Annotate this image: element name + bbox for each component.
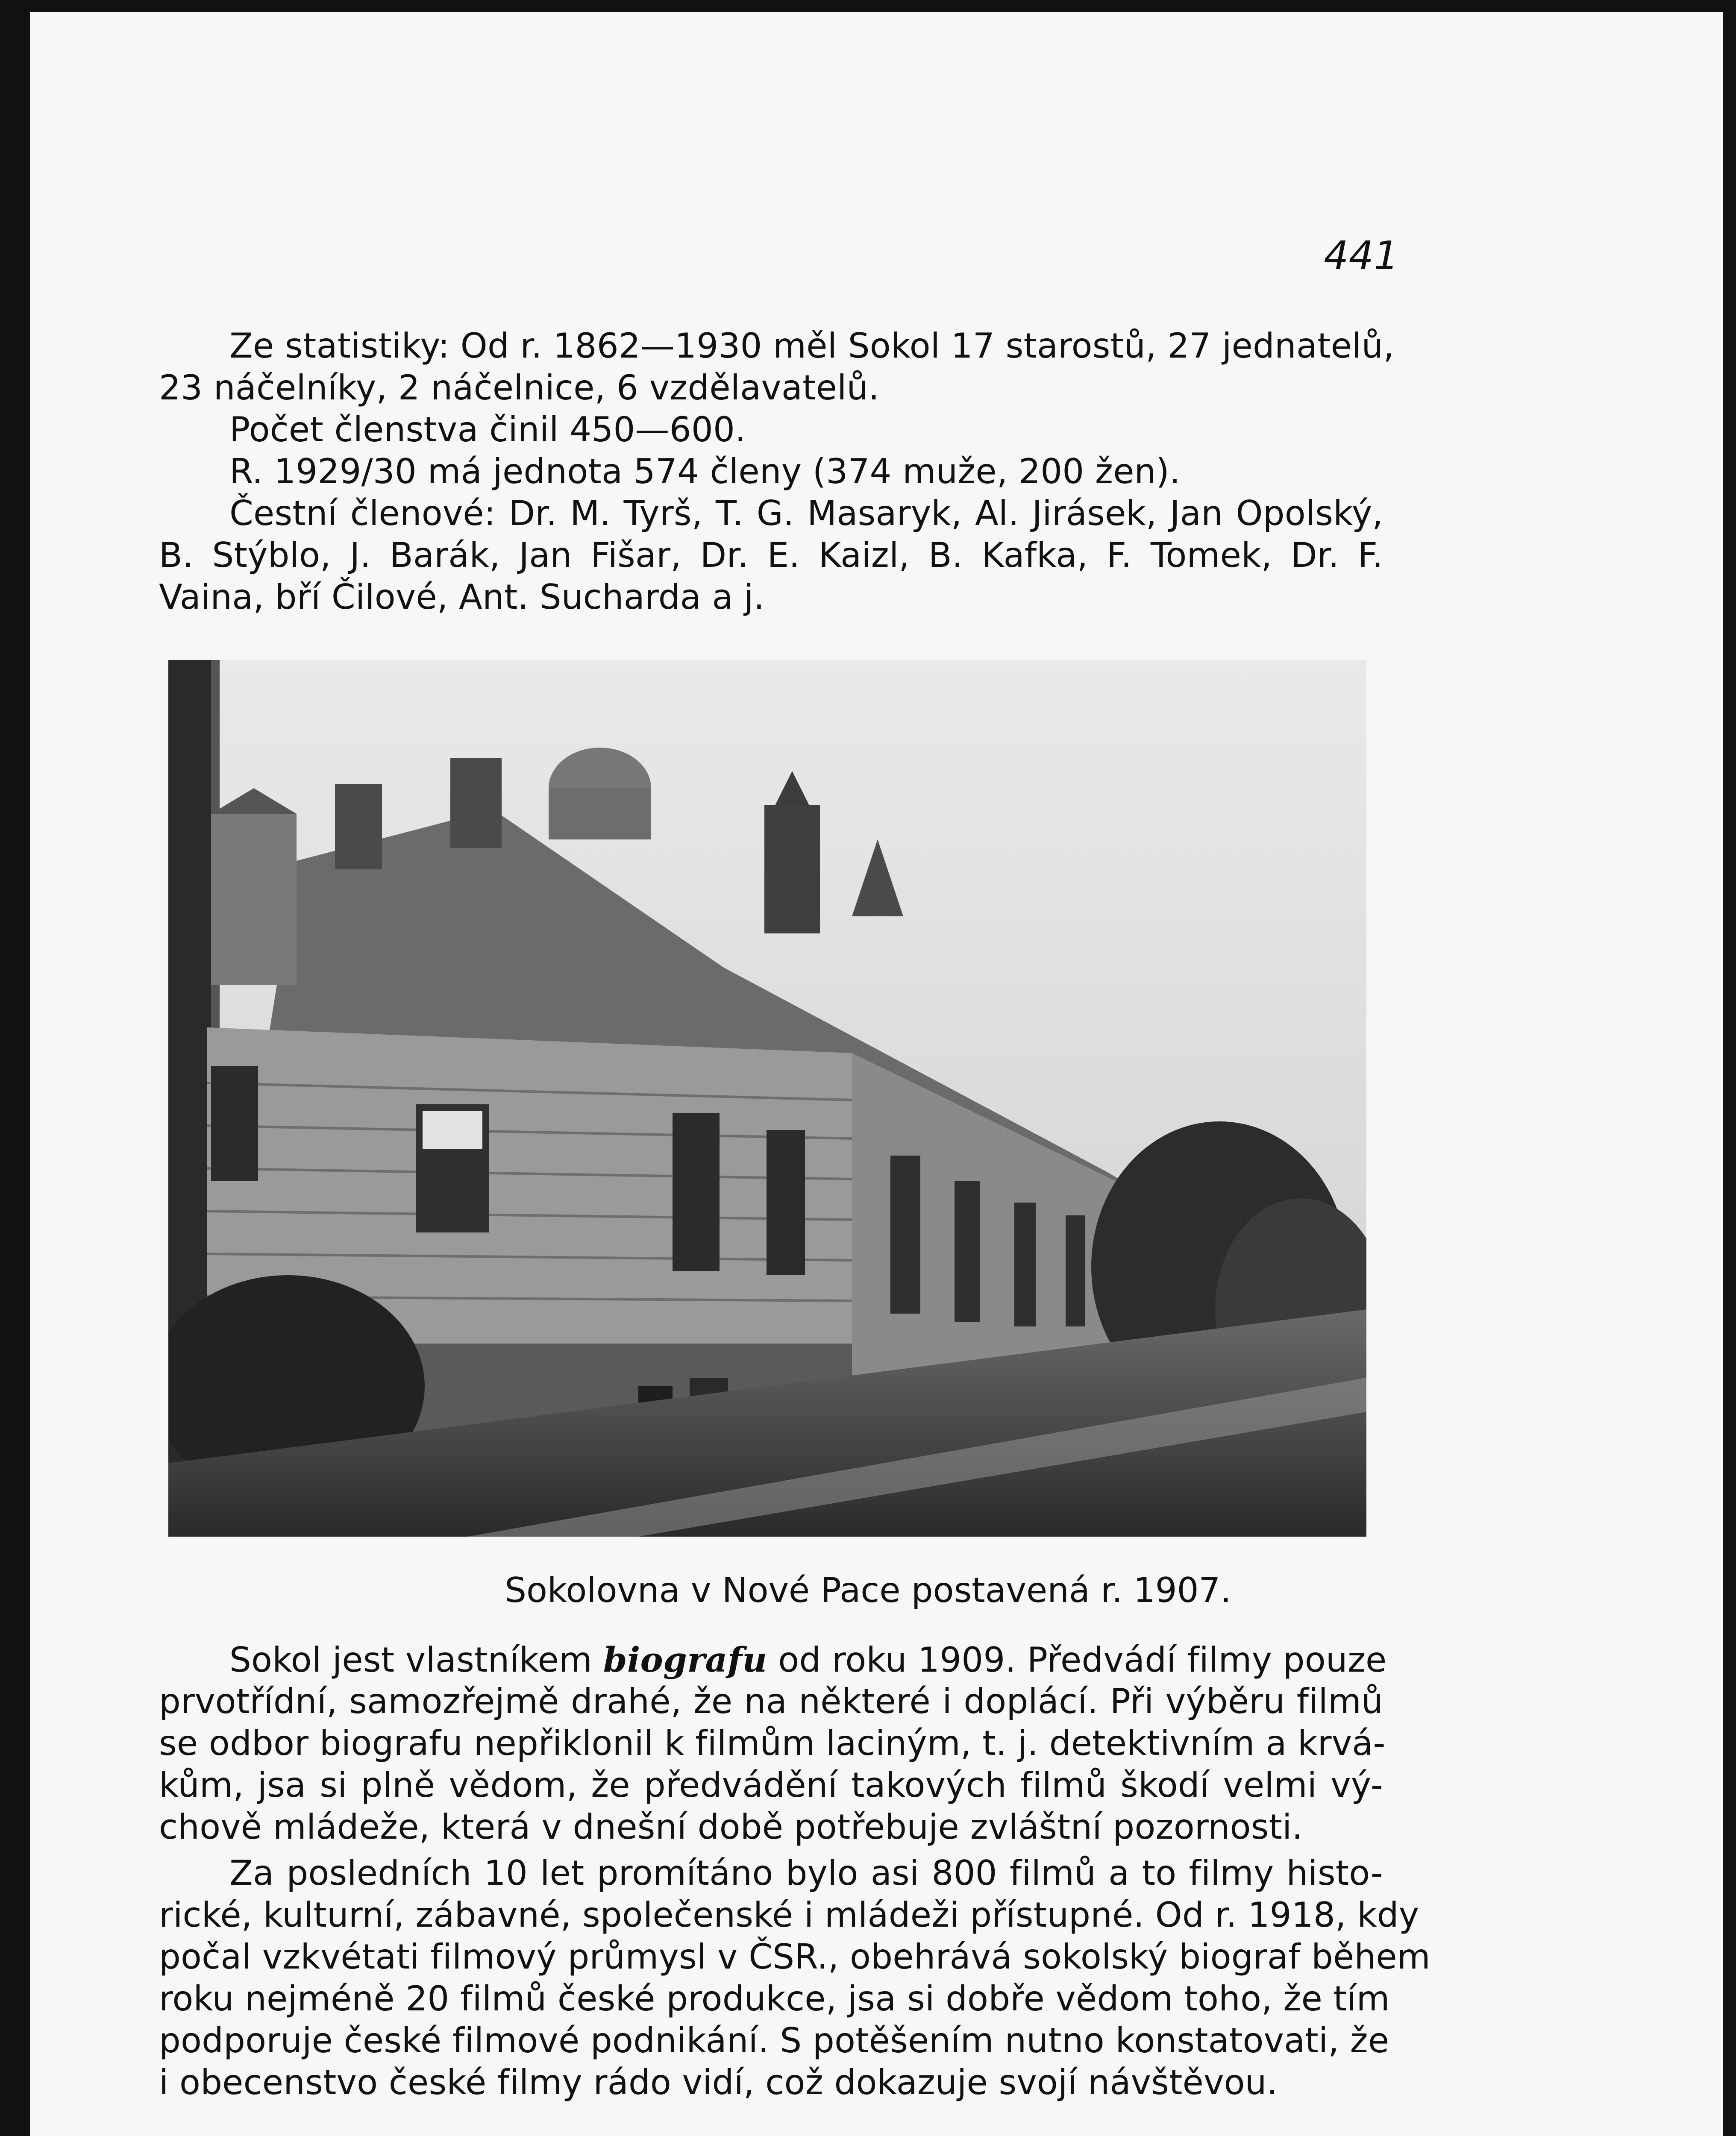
emphasized-word: biografu [603, 1640, 767, 1680]
text-line: chově mládeže, která v dnešní době potřebuje zvláštní pozornosti. [159, 1807, 1303, 1847]
photo-caption: Sokolovna v Nové Pace postavená r. 1907. [505, 1570, 1231, 1610]
sokolovna-building-image [168, 660, 1366, 1537]
text-line: 23 náčelníky, 2 náčelnice, 6 vzdělavatelů. [159, 368, 880, 408]
text-line: se odbor biografu nepřiklonil k filmům laciným, t. j. detektivním a krvá- [159, 1723, 1386, 1763]
text-line: kům, jsa si plně vědom, že předvádění takových filmů škodí velmi vý- [159, 1765, 1383, 1805]
text-segment: od roku 1909. Předvádí filmy pouze [778, 1640, 1387, 1680]
text-line: prvotřídní, samozřejmě drahé, že na některé i doplácí. Při výběru filmů [159, 1681, 1383, 1721]
text-line: roku nejméně 20 filmů české produkce, jsa si dobře vědom toho, že tím [159, 1979, 1390, 2019]
text-line: podporuje české filmové podnikání. S potěšením nutno konstatovati, že [159, 2021, 1389, 2060]
text-line: Ze statistiky: Od r. 1862—1930 měl Sokol 17 starostů, 27 jednatelů, [229, 326, 1395, 366]
text-line: počal vzkvétati filmový průmysl v ČSR., obehrává sokolský biograf během [159, 1937, 1431, 1977]
building-photo [168, 660, 1366, 1537]
text-line: Vaina, bří Čilové, Ant. Sucharda a j. [159, 577, 765, 617]
text-line: Počet členstva činil 450—600. [229, 410, 746, 449]
text-line: Čestní členové: Dr. M. Tyrš, T. G. Masaryk, Al. Jirásek, Jan Opolský, [229, 493, 1383, 533]
text-line: i obecenstvo české filmy rádo vidí, což dokazuje svojí návštěvou. [159, 2063, 1278, 2102]
text-line [229, 1640, 1387, 1680]
text-line: rické, kulturní, zábavné, společenské i mládeži přístupné. Od r. 1918, kdy [159, 1895, 1419, 1935]
text-line: B. Stýblo, J. Barák, Jan Fišar, Dr. E. Kaizl, B. Kafka, F. Tomek, Dr. F. [159, 535, 1383, 575]
text-line: R. 1929/30 má jednota 574 členy (374 muže, 200 žen). [229, 452, 1181, 491]
page-number: 441 [1324, 233, 1399, 279]
text-segment: Sokol jest vlastníkem [229, 1640, 593, 1680]
text-line: Za posledních 10 let promítáno bylo asi 800 filmů a to filmy histo- [229, 1853, 1383, 1893]
